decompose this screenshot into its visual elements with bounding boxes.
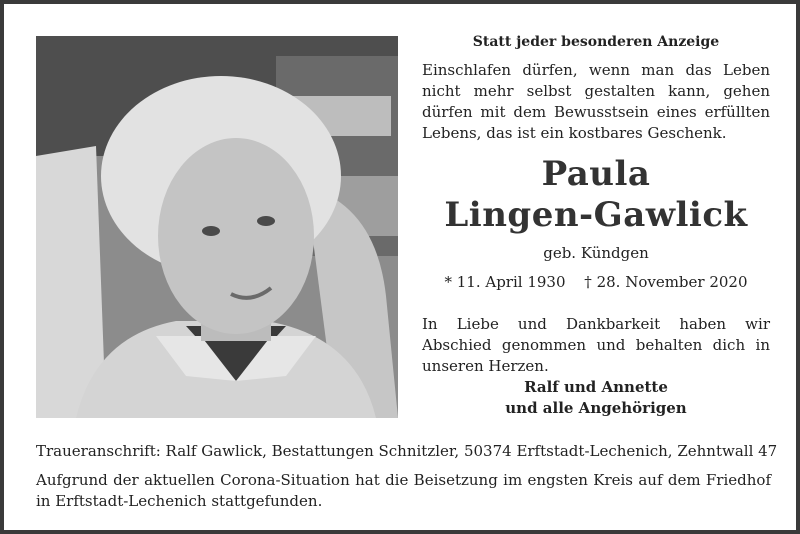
portrait-photo [36, 36, 398, 418]
deceased-first-name: Paula [541, 154, 651, 194]
obituary-card [4, 4, 796, 530]
portrait-illustration [36, 36, 398, 418]
burial-notice: Aufgrund der aktuellen Corona-Situation hat die Beisetzung im engsten Kreis auf dem Friedhof in Erftstadt-Lechenich stattgefunden. [36, 471, 771, 510]
life-dates [422, 273, 770, 291]
memorial-quote: Einschlafen dürfen, wenn man das Leben nicht mehr selbst gestalten kann, gehen dürfen mit dem Bewusstsein eines erfüllten Lebens, das ist ein kostbares Geschenk. [422, 61, 770, 142]
death-date: † 28. November 2020 [584, 273, 748, 291]
mourning-address: Traueranschrift: Ralf Gawlick, Bestattungen Schnitzler, 50374 Erftstadt-Lechenich, Zehntwall 47 [36, 442, 778, 460]
deceased-last-name: Lingen-Gawlick [444, 195, 748, 235]
notice-heading: Statt jeder besonderen Anzeige [472, 34, 720, 50]
signer-line-2: und alle Angehörigen [505, 399, 687, 417]
signers [422, 377, 770, 419]
maiden-name: geb. Kündgen [543, 244, 649, 262]
farewell-text: In Liebe und Dankbarkeit haben wir Abschied genommen und behalten dich in unseren Herzen. [422, 315, 770, 375]
signer-line-1: Ralf und Annette [524, 378, 668, 396]
birth-date: * 11. April 1930 [444, 273, 566, 291]
